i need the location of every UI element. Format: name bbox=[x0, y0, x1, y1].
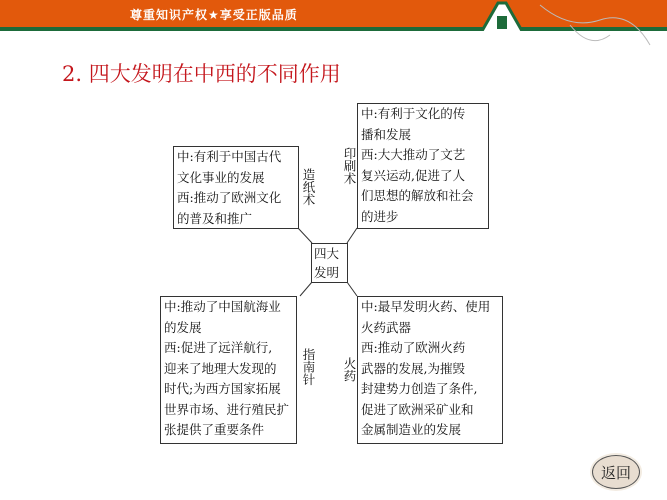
printing-box bbox=[357, 103, 489, 229]
center-line: 发明 bbox=[314, 265, 340, 280]
printing-label: 印刷术 bbox=[342, 147, 357, 185]
box-line: 复兴运动,促进了人 bbox=[361, 167, 465, 183]
box-line: 的普及和推广 bbox=[177, 210, 253, 226]
box-line: 中:最早发明火药、使用 bbox=[361, 299, 491, 314]
box-line: 的发展 bbox=[164, 319, 202, 335]
box-line: 中:有利于中国古代 bbox=[177, 149, 282, 164]
box-line: 中:有利于文化的传 bbox=[361, 106, 466, 121]
box-line: 文化事业的发展 bbox=[177, 169, 265, 185]
box-line: 金属制造业的发展 bbox=[361, 422, 462, 437]
box-line: 武器的发展,为摧毁 bbox=[361, 360, 465, 376]
box-line: 世界市场、进行殖民扩 bbox=[164, 401, 290, 417]
page-title: 2. 四大发明在中西的不同作用 bbox=[62, 62, 341, 86]
compass-label: 指南针 bbox=[301, 348, 316, 386]
box-line: 的进步 bbox=[361, 208, 399, 224]
papermaking-label: 造纸术 bbox=[301, 168, 316, 206]
papermaking-box bbox=[173, 146, 299, 229]
box-line: 封建势力创造了条件, bbox=[361, 381, 478, 396]
compass-box bbox=[160, 296, 297, 444]
header-slogan: 尊重知识产权★享受正版品质 bbox=[130, 8, 298, 22]
box-line: 张提供了重要条件 bbox=[164, 422, 265, 437]
box-line: 西:促进了远洋航行, bbox=[164, 340, 273, 355]
box-line: 西:大大推动了文艺 bbox=[361, 147, 466, 162]
box-line: 迎来了地理大发现的 bbox=[164, 360, 277, 376]
center-box bbox=[311, 243, 348, 283]
box-line: 中:推动了中国航海业 bbox=[164, 299, 281, 314]
back-button[interactable]: 返回 bbox=[592, 455, 640, 489]
box-line: 们思想的解放和社会 bbox=[361, 188, 474, 203]
box-line: 西:推动了欧洲文化 bbox=[177, 190, 282, 205]
box-line: 火药武器 bbox=[361, 319, 412, 335]
box-line: 促进了欧洲采矿业和 bbox=[361, 401, 474, 417]
box-line: 时代;为西方国家拓展 bbox=[164, 381, 281, 396]
gunpowder-label: 火药 bbox=[342, 357, 357, 382]
box-line: 西:推动了欧洲火药 bbox=[361, 340, 466, 355]
center-line: 四大 bbox=[314, 246, 340, 261]
gunpowder-box bbox=[357, 296, 503, 444]
box-line: 播和发展 bbox=[361, 126, 412, 142]
